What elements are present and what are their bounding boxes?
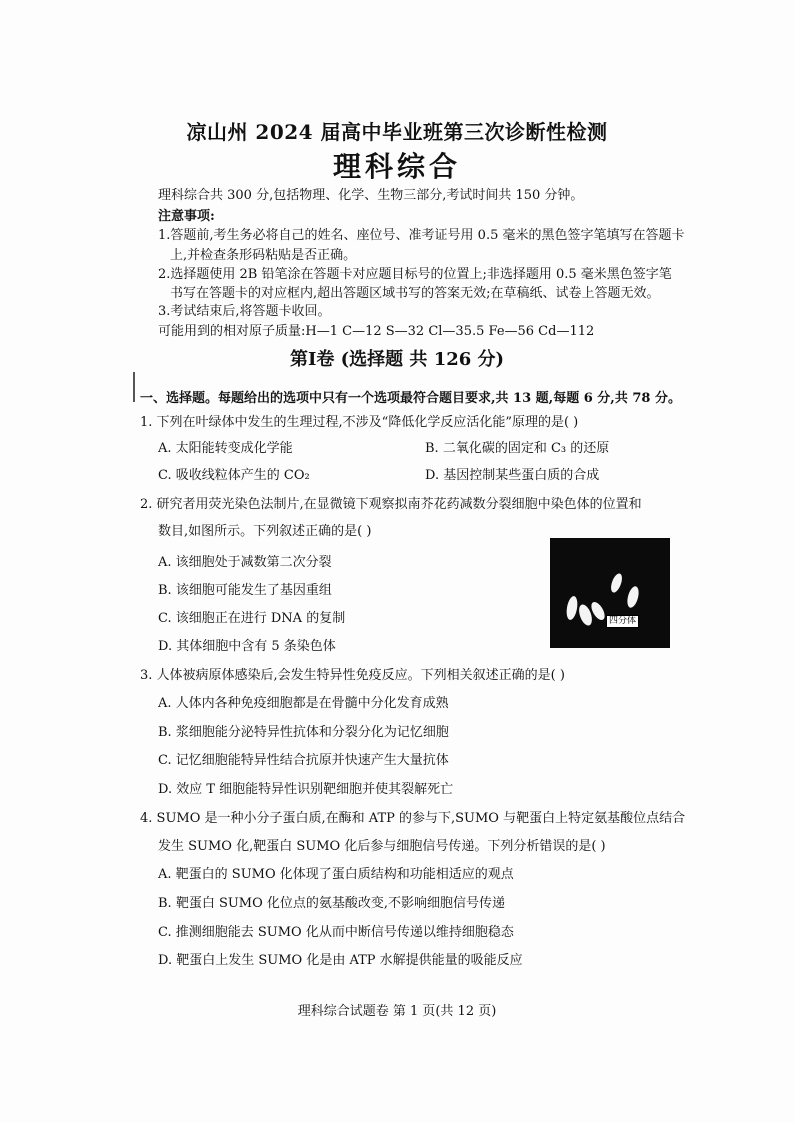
- micrograph-image: [550, 538, 670, 648]
- q3-option-c: C. 记忆细胞能特异性结合抗原并快速产生大量抗体: [158, 753, 449, 768]
- chromosome-blob: [565, 595, 579, 620]
- question-4-stem-1: 4. SUMO 是一种小分子蛋白质,在酶和 ATP 的参与下,SUMO 与靶蛋白上特定氨基酸位点结合: [140, 811, 686, 826]
- q1-option-b: B. 二氧化碳的固定和 C₃ 的还原: [425, 441, 610, 456]
- q4-option-d: D. 靶蛋白上发生 SUMO 化是由 ATP 水解提供能量的吸能反应: [158, 953, 523, 968]
- chromosome-blob: [625, 585, 640, 609]
- q4-option-c: C. 推测细胞能去 SUMO 化从而中断信号传递以维持细胞稳态: [158, 925, 514, 940]
- q1-option-d: D. 基因控制某些蛋白质的合成: [425, 468, 600, 483]
- question-4-stem-2: 发生 SUMO 化,靶蛋白 SUMO 化后参与细胞信号传递。下列分析错误的是( ): [158, 839, 606, 854]
- question-1-stem: 1. 下列在叶绿体中发生的生理过程,不涉及“降低化学反应活化能”原理的是( ): [140, 415, 579, 430]
- section-title: 第Ⅰ卷 (选择题 共 126 分): [289, 349, 505, 370]
- q2-option-b: B. 该细胞可能发生了基因重组: [158, 583, 332, 598]
- notice-title: 注意事项:: [158, 209, 215, 224]
- q2-option-d: D. 其体细胞中含有 5 条染色体: [158, 639, 336, 654]
- intro-line: 理科综合共 300 分,包括物理、化学、生物三部分,考试时间共 150 分钟。: [158, 188, 584, 203]
- exam-title: 凉山州 2024 届高中毕业班第三次诊断性检测: [186, 120, 608, 144]
- question-3-stem: 3. 人体被病原体感染后,会发生特异性免疫反应。下列相关叙述正确的是( ): [140, 668, 565, 683]
- question-2-stem-1: 2. 研究者用荧光染色法制片,在显微镜下观察拟南芥花药减数分裂细胞中染色体的位置和: [140, 497, 642, 512]
- subject-title: 理科综合: [332, 150, 461, 183]
- q3-option-d: D. 效应 T 细胞能特异性识别靶细胞并使其裂解死亡: [158, 782, 454, 797]
- chromosome-blob: [609, 572, 624, 594]
- q3-option-b: B. 浆细胞能分泌特异性抗体和分裂分化为记忆细胞: [158, 725, 449, 740]
- atomic-masses: 可能用到的相对原子质量:H—1 C—12 S—32 Cl—35.5 Fe—56 Cd—112: [158, 324, 595, 339]
- q4-option-a: A. 靶蛋白的 SUMO 化体现了蛋白质结构和功能相适应的观点: [158, 867, 514, 882]
- notice-1b: 上,并检查条形码粘贴是否正确。: [170, 248, 357, 263]
- notice-2b: 书写在答题卡的对应框内,超出答题区域书写的答案无效;在草稿纸、试卷上答题无效。: [170, 286, 660, 301]
- notice-1a: 1.答题前,考生务必将自己的姓名、座位号、准考证号用 0.5 毫米的黑色签字笔填写在答题卡: [158, 228, 685, 243]
- notice-3: 3.考试结束后,将答题卡收回。: [158, 304, 331, 319]
- q1-option-c: C. 吸收线粒体产生的 CO₂: [158, 468, 310, 483]
- q4-option-b: B. 靶蛋白 SUMO 化位点的氨基酸改变,不影响细胞信号传递: [158, 896, 506, 911]
- q2-option-a: A. 该细胞处于减数第二次分裂: [158, 555, 332, 570]
- q1-option-a: A. 太阳能转变成化学能: [158, 441, 293, 456]
- section-instruction: 一、选择题。每题给出的选项中只有一个选项最符合题目要求,共 13 题,每题 6 分,共 78 分。: [140, 391, 681, 406]
- q3-option-a: A. 人体内各种免疫细胞都是在骨髓中分化发育成熟: [158, 696, 449, 711]
- page-footer: 理科综合试题卷 第 1 页(共 12 页): [297, 1004, 497, 1019]
- question-2-stem-2: 数目,如图所示。下列叙述正确的是( ): [158, 524, 372, 539]
- q2-option-c: C. 该细胞正在进行 DNA 的复制: [158, 611, 346, 626]
- figure-label-tetrad: 四分体: [606, 615, 639, 628]
- notice-2a: 2.选择题使用 2B 铅笔涂在答题卡对应题目标号的位置上;非选择题用 0.5 毫米黑色签字笔: [158, 267, 672, 282]
- scan-edge-mark: [133, 372, 135, 402]
